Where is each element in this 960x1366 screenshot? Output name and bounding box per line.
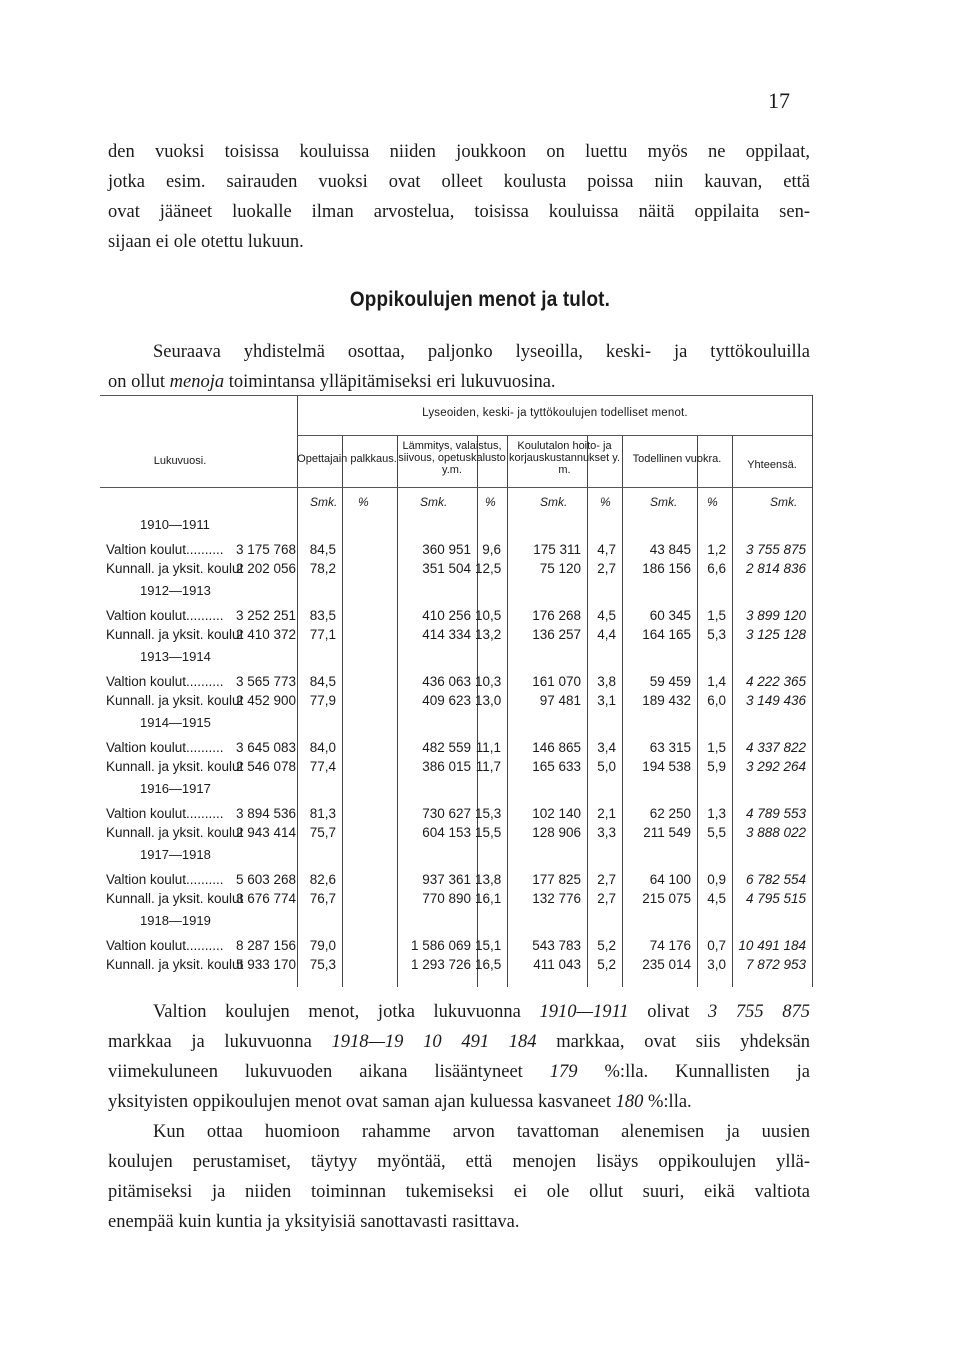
- table-cell: 6,0: [707, 693, 726, 708]
- table-cell: 5,2: [597, 938, 616, 953]
- year-label: 1917—1918: [140, 847, 211, 862]
- table-cell: 5,2: [597, 957, 616, 972]
- table-cell: 164 165: [642, 627, 691, 642]
- column-header: Opettajain palkkaus.: [297, 453, 397, 465]
- table-cell: 3,3: [597, 825, 616, 840]
- table-cell: 43 845: [649, 542, 691, 557]
- table-cell: 63 315: [649, 740, 691, 755]
- table-cell: 4 222 365: [745, 674, 806, 689]
- table-cell: 16,5: [475, 957, 502, 972]
- summary-emphasis: 3 755 875: [708, 1002, 811, 1022]
- table-cell: 13,0: [475, 693, 502, 708]
- table-cell: 0,7: [707, 938, 726, 953]
- table-cell: 7 872 953: [745, 957, 806, 972]
- table-cell: 175 311: [533, 542, 581, 557]
- table-cell: 84,5: [309, 542, 336, 557]
- column-header: Yhteensä.: [747, 459, 797, 471]
- table-cell: 16,1: [475, 891, 502, 906]
- table-cell: 1,5: [707, 608, 726, 623]
- table-cell: 82,6: [309, 872, 336, 887]
- table-cell: 2 546 078: [235, 759, 296, 774]
- table-cell: 3 292 264: [745, 759, 806, 774]
- page-number: 17: [768, 88, 790, 113]
- table-cell: 2 452 900: [235, 693, 296, 708]
- table-cell: 6 782 554: [745, 872, 806, 887]
- table-cell: 128 906: [532, 825, 581, 840]
- summary-line: [108, 997, 810, 1027]
- table-cell: 482 559: [422, 740, 471, 755]
- table-cell: 74 176: [649, 938, 691, 953]
- table-rule: [100, 487, 812, 488]
- summary-emphasis: 179: [549, 1062, 578, 1082]
- row-label: Kunnall. ja yksit. koulut: [106, 693, 244, 708]
- intro-paragraph: [108, 137, 810, 257]
- summary-text: olivat: [628, 1002, 708, 1022]
- closing-paragraph: [108, 1117, 810, 1237]
- table-cell: 81,3: [309, 806, 336, 821]
- table-cell: 84,0: [309, 740, 336, 755]
- table-cell: 3,8: [597, 674, 616, 689]
- table-cell: 3,4: [597, 740, 616, 755]
- table-cell: 186 156: [642, 561, 691, 576]
- table-cell: 770 890: [422, 891, 471, 906]
- column-divider: [297, 395, 298, 435]
- table-cell: 10 491 184: [738, 938, 806, 953]
- row-label: Kunnall. ja yksit. koulut: [106, 561, 244, 576]
- summary-text: viimekuluneen lukuvuoden aikana lisääntyneet: [108, 1062, 550, 1082]
- column-divider: [507, 435, 508, 987]
- column-divider: [297, 435, 298, 987]
- table-cell: 386 015: [422, 759, 471, 774]
- lead-text: on ollut: [108, 372, 170, 392]
- table-cell: 83,5: [309, 608, 336, 623]
- lead-line: [108, 367, 810, 397]
- table-cell: 189 432: [642, 693, 691, 708]
- table-cell: 3 676 774: [235, 891, 296, 906]
- table-cell: 1,3: [707, 806, 726, 821]
- table-cell: 136 257: [532, 627, 581, 642]
- table-cell: 5,5: [707, 825, 726, 840]
- table-cell: 76,7: [309, 891, 336, 906]
- row-label: Valtion koulut..........: [106, 938, 224, 953]
- table-cell: 2,7: [597, 891, 616, 906]
- unit-label: Smk.: [420, 495, 448, 509]
- column-header: Lämmitys, valaistus, siivous, opetuskalusto y.m.: [398, 440, 506, 476]
- summary-line: [108, 1057, 810, 1087]
- table-cell: 64 100: [649, 872, 691, 887]
- table-cell: 3 894 536: [235, 806, 296, 821]
- table-cell: 3 755 875: [745, 542, 806, 557]
- unit-label: %: [707, 495, 718, 509]
- table-cell: 0,9: [707, 872, 726, 887]
- table-cell: 409 623: [422, 693, 471, 708]
- column-header: Koulutalon hoito- ja korjauskustannukset y. m.: [508, 440, 621, 476]
- expenses-table: [100, 395, 815, 995]
- table-cell: 15,1: [475, 938, 502, 953]
- table-cell: 77,1: [309, 627, 336, 642]
- table-cell: 937 361: [422, 872, 471, 887]
- table-cell: 84,5: [309, 674, 336, 689]
- table-cell: 5,3: [707, 627, 726, 642]
- lead-line: Seuraava yhdistelmä osottaa, paljonko lyseoilla, keski- ja tyttökouluilla: [153, 342, 810, 362]
- table-cell: 15,3: [475, 806, 502, 821]
- table-title: Lyseoiden, keski- ja tyttökoulujen todelliset menot.: [422, 407, 688, 419]
- table-cell: 4,5: [597, 608, 616, 623]
- unit-label: %: [358, 495, 369, 509]
- unit-label: Smk.: [540, 495, 568, 509]
- table-cell: 161 070: [532, 674, 581, 689]
- closing-line: pitämiseksi ja niiden toiminnan tukemiseksi ei ole ollut suuri, eikä valtiota: [108, 1182, 810, 1202]
- intro-line: jotka esim. sairauden vuoksi ovat olleet koulusta poissa niin kauvan, että: [108, 172, 810, 192]
- table-cell: 2 943 414: [235, 825, 296, 840]
- column-header: Todellinen vuokra.: [632, 453, 722, 465]
- closing-line: koulujen perustamiset, täytyy myöntää, että menojen lisäys oppikoulujen yllä-: [108, 1152, 810, 1172]
- table-cell: 177 825: [532, 872, 581, 887]
- table-cell: 3 149 436: [745, 693, 806, 708]
- closing-line: enempää kuin kuntia ja yksityisiä sanottavasti rasittava.: [108, 1212, 520, 1232]
- table-cell: 75 120: [539, 561, 581, 576]
- table-cell: 194 538: [642, 759, 691, 774]
- intro-line: sijaan ei ole otettu lukuun.: [108, 232, 304, 252]
- summary-text: markkaa, ovat siis yhdeksän: [536, 1032, 811, 1052]
- year-label: 1913—1914: [140, 649, 211, 664]
- closing-line: Kun ottaa huomioon rahamme arvon tavattoman alenemisen ja uusien: [153, 1122, 810, 1142]
- summary-emphasis: 1918—19: [331, 1032, 404, 1052]
- table-cell: 3 252 251: [235, 608, 296, 623]
- table-cell: 3,1: [597, 693, 616, 708]
- year-label: 1918—1919: [140, 913, 211, 928]
- summary-emphasis: 10 491 184: [423, 1032, 537, 1052]
- table-rule: [100, 395, 812, 396]
- column-divider: [812, 395, 813, 435]
- table-cell: 146 865: [532, 740, 581, 755]
- table-cell: 3 899 120: [745, 608, 806, 623]
- table-cell: 4,5: [707, 891, 726, 906]
- table-cell: 1,4: [707, 674, 726, 689]
- column-divider: [812, 435, 813, 987]
- table-cell: 4,4: [597, 627, 616, 642]
- table-cell: 13,2: [475, 627, 502, 642]
- table-cell: 4,7: [597, 542, 616, 557]
- column-divider: [622, 435, 623, 987]
- table-cell: 5 603 268: [235, 872, 296, 887]
- row-label: Kunnall. ja yksit. koulut: [106, 825, 244, 840]
- table-cell: 6,6: [707, 561, 726, 576]
- row-label: Valtion koulut..........: [106, 872, 224, 887]
- row-label: Valtion koulut..........: [106, 674, 224, 689]
- table-cell: 59 459: [649, 674, 691, 689]
- table-cell: 2,7: [597, 561, 616, 576]
- table-cell: 62 250: [649, 806, 691, 821]
- table-cell: 10,3: [475, 674, 502, 689]
- unit-label: Smk.: [650, 495, 678, 509]
- table-cell: 97 481: [539, 693, 581, 708]
- table-cell: 11,7: [475, 759, 501, 774]
- table-cell: 10,5: [475, 608, 502, 623]
- lead-paragraph: [108, 337, 810, 397]
- row-label: Valtion koulut..........: [106, 740, 224, 755]
- table-cell: 3 175 768: [235, 542, 296, 557]
- table-cell: 351 504: [422, 561, 471, 576]
- summary-text: [403, 1032, 423, 1052]
- table-cell: 360 951: [422, 542, 471, 557]
- lead-emphasis: menoja: [169, 372, 225, 392]
- table-cell: 4 337 822: [745, 740, 806, 755]
- summary-text: yksityisten oppikoulujen menot ovat saman ajan kuluessa kasvaneet: [108, 1092, 616, 1112]
- section-heading: Oppikoulujen menot ja tulot.: [349, 288, 611, 311]
- table-cell: 15,5: [475, 825, 502, 840]
- table-cell: 3 125 128: [745, 627, 806, 642]
- column-divider: [342, 435, 343, 987]
- unit-label: Smk.: [310, 495, 338, 509]
- table-cell: 75,3: [309, 957, 336, 972]
- summary-text: Valtion koulujen menot, jotka lukuvuonna: [153, 1002, 540, 1022]
- table-cell: 12,5: [475, 561, 502, 576]
- row-label: Kunnall. ja yksit. koulut: [106, 891, 244, 906]
- summary-text: markkaa ja lukuvuonna: [108, 1032, 332, 1052]
- table-cell: 165 633: [532, 759, 581, 774]
- table-cell: 1,5: [707, 740, 726, 755]
- table-cell: 11,1: [475, 740, 501, 755]
- table-cell: 235 014: [642, 957, 691, 972]
- row-label: Valtion koulut..........: [106, 608, 224, 623]
- table-cell: 4 789 553: [745, 806, 806, 821]
- table-cell: 410 256: [422, 608, 471, 623]
- table-cell: 60 345: [649, 608, 691, 623]
- table-cell: 77,9: [309, 693, 336, 708]
- row-label: Kunnall. ja yksit. koulut: [106, 759, 244, 774]
- lead-text: toimintansa ylläpitämiseksi eri lukuvuosina.: [224, 372, 556, 392]
- table-cell: 3,0: [707, 957, 726, 972]
- table-cell: 2,7: [597, 872, 616, 887]
- table-cell: 215 075: [642, 891, 691, 906]
- table-cell: 2 410 372: [235, 627, 296, 642]
- table-cell: 5,0: [597, 759, 616, 774]
- table-cell: 2,1: [597, 806, 616, 821]
- table-cell: 543 783: [532, 938, 581, 953]
- row-label: Kunnall. ja yksit. koulut: [106, 627, 244, 642]
- table-cell: 414 334: [422, 627, 471, 642]
- table-cell: 5 933 170: [235, 957, 296, 972]
- table-rule: [297, 435, 812, 436]
- year-label: 1910—1911: [140, 517, 210, 532]
- table-cell: 3 565 773: [235, 674, 296, 689]
- table-cell: 3 888 022: [745, 825, 806, 840]
- table-cell: 8 287 156: [235, 938, 296, 953]
- summary-line: [108, 1087, 810, 1117]
- year-label: 1916—1917: [140, 781, 211, 796]
- table-cell: 4 795 515: [745, 891, 806, 906]
- summary-line: [108, 1027, 810, 1057]
- table-cell: 436 063: [422, 674, 471, 689]
- table-cell: 730 627: [422, 806, 471, 821]
- intro-line: den vuoksi toisissa kouluissa niiden joukkoon on luettu myös ne oppilaat,: [108, 142, 810, 162]
- table-cell: 9,6: [482, 542, 501, 557]
- table-cell: 1,2: [707, 542, 726, 557]
- year-label: 1914—1915: [140, 715, 211, 730]
- row-label: Valtion koulut..........: [106, 806, 224, 821]
- table-cell: 1 293 726: [410, 957, 471, 972]
- summary-emphasis: 1910—1911: [539, 1002, 629, 1022]
- table-cell: 176 268: [532, 608, 581, 623]
- table-cell: 211 549: [643, 825, 691, 840]
- year-label: 1912—1913: [140, 583, 211, 598]
- row-label: Valtion koulut..........: [106, 542, 224, 557]
- unit-label: %: [485, 495, 496, 509]
- table-cell: 3 645 083: [235, 740, 296, 755]
- table-cell: 1 586 069: [410, 938, 471, 953]
- table-cell: 411 043: [533, 957, 581, 972]
- column-header-year: Lukuvuosi.: [153, 455, 207, 467]
- summary-text: %:lla. Kunnallisten ja: [577, 1062, 811, 1082]
- table-cell: 78,2: [309, 561, 336, 576]
- table-cell: 2 202 056: [235, 561, 296, 576]
- table-cell: 2 814 836: [745, 561, 806, 576]
- table-cell: 77,4: [309, 759, 336, 774]
- table-cell: 75,7: [309, 825, 336, 840]
- summary-emphasis: 180: [615, 1092, 644, 1112]
- table-cell: 79,0: [309, 938, 336, 953]
- unit-label: Smk.: [770, 495, 798, 509]
- table-cell: 132 776: [532, 891, 581, 906]
- table-cell: 5,9: [707, 759, 726, 774]
- table-cell: 13,8: [475, 872, 502, 887]
- table-cell: 604 153: [422, 825, 471, 840]
- summary-text: %:lla.: [643, 1092, 692, 1112]
- row-label: Kunnall. ja yksit. koulut: [106, 957, 244, 972]
- unit-label: %: [600, 495, 611, 509]
- table-cell: 102 140: [532, 806, 581, 821]
- summary-paragraph: [108, 997, 810, 1117]
- intro-line: ovat jääneet luokalle ilman arvostelua, toisissa kouluissa näitä oppilaita sen-: [108, 202, 810, 222]
